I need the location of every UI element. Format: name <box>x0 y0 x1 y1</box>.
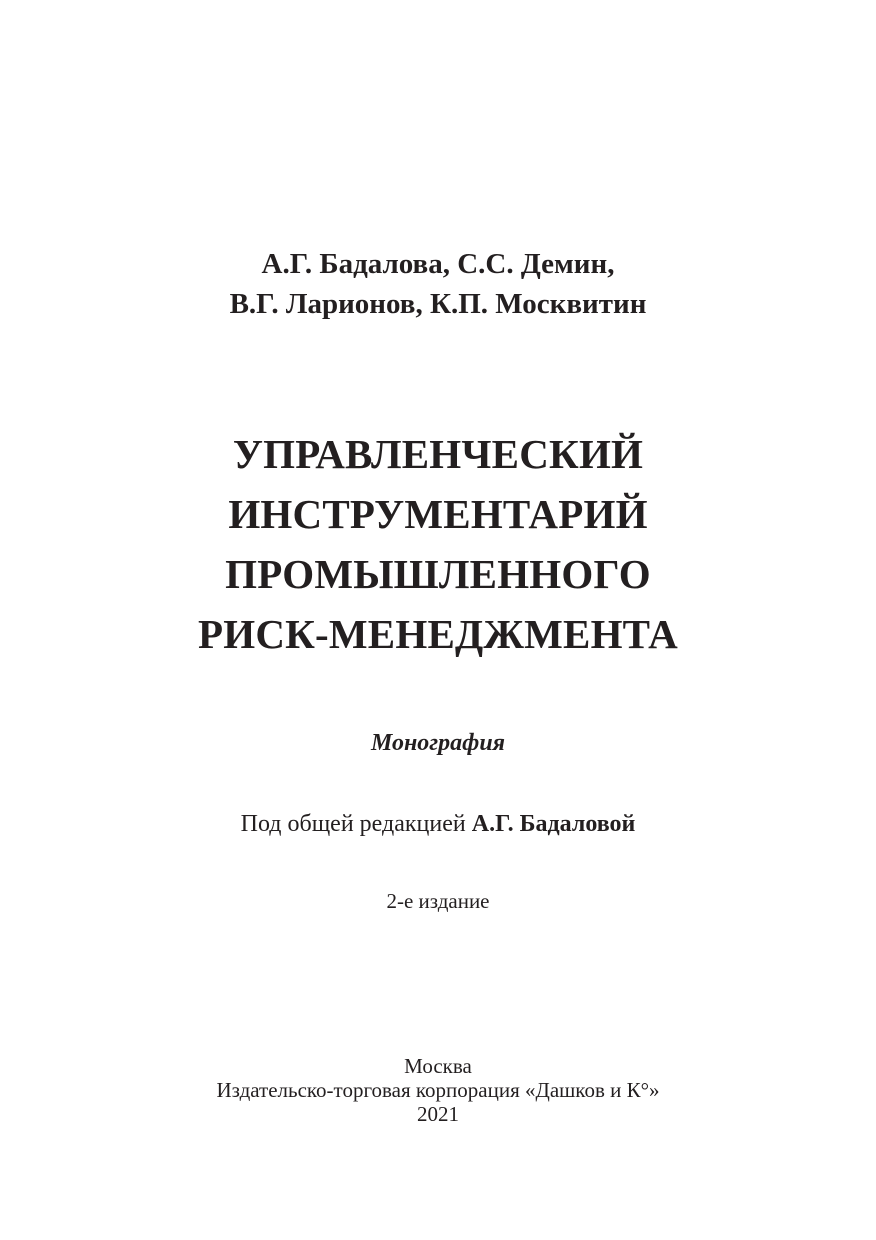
title-line-4: РИСК-МЕНЕДЖМЕНТА <box>197 611 678 657</box>
authors <box>0 244 876 324</box>
imprint-city: Москва <box>404 1054 472 1078</box>
editor-name: А.Г. Бадаловой <box>471 811 636 837</box>
title-line-1: УПРАВЛЕНЧЕСКИЙ <box>232 431 644 477</box>
imprint-publisher: Издательско-торговая корпорация «Дашков и К°» <box>216 1078 660 1102</box>
editor-prefix: Под общей редакцией <box>240 811 466 837</box>
book-title <box>0 424 876 664</box>
authors-line-2: В.Г. Ларионов, К.П. Москвитин <box>229 288 647 320</box>
imprint <box>0 1054 876 1126</box>
authors-line-1: А.Г. Бадалова, С.С. Демин, <box>261 248 615 280</box>
edition-label: 2-е издание <box>386 889 490 913</box>
editor-line <box>0 808 876 840</box>
title-line-3: ПРОМЫШЛЕННОГО <box>225 551 651 597</box>
genre-label: Монография <box>370 730 506 756</box>
imprint-year: 2021 <box>417 1102 459 1126</box>
title-line-2: ИНСТРУМЕНТАРИЙ <box>228 491 648 537</box>
